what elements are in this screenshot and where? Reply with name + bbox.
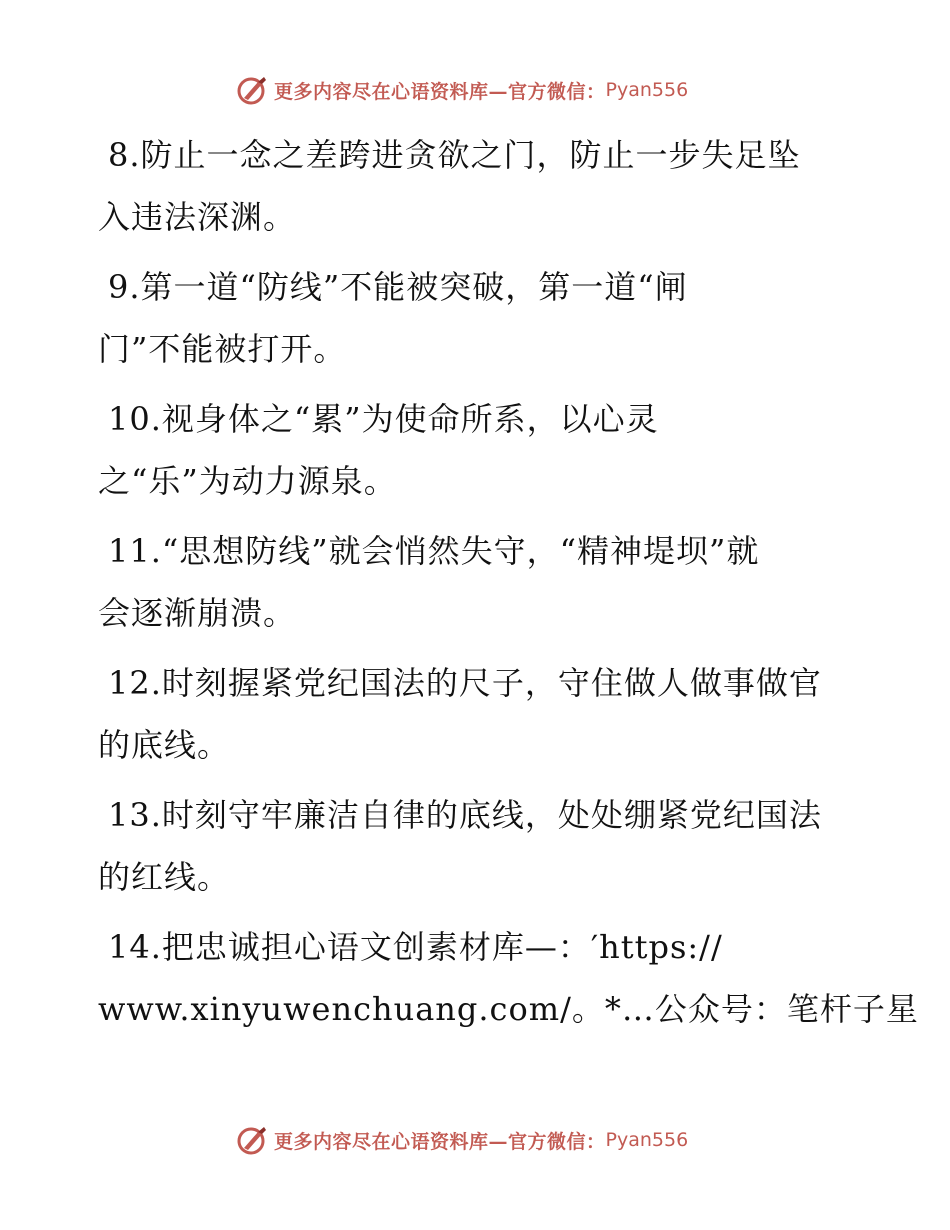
brush-pen-logo-icon xyxy=(236,74,268,106)
item-line: 12.时刻握紧党纪国法的尺子，守住做人做事做官 xyxy=(108,664,822,702)
list-item xyxy=(98,520,858,644)
item-line: 8.防止一念之差跨进贪欲之门，防止一步失足坠 xyxy=(108,136,801,174)
item-line: 10.视身体之“累”为使命所系，以心灵 xyxy=(108,400,659,438)
footer-banner xyxy=(236,1122,756,1158)
banner-wechat-id: Pyan556 xyxy=(605,1129,689,1151)
list-item xyxy=(98,388,858,512)
item-line: 13.时刻守牢廉洁自律的底线，处处绷紧党纪国法 xyxy=(108,796,822,834)
banner-wechat-id: Pyan556 xyxy=(605,79,689,101)
item-line: 会逐渐崩溃。 xyxy=(98,594,297,632)
list-item xyxy=(98,124,858,248)
item-line: 9.第一道“防线”不能被突破，第一道“闸 xyxy=(108,268,688,306)
item-line: 的底线。 xyxy=(98,726,231,764)
document-body xyxy=(98,124,919,1048)
item-line: 的红线。 xyxy=(98,858,231,896)
item-line: 11.“思想防线”就会悄然失守，“精神堤坝”就 xyxy=(108,532,760,570)
banner-text: 更多内容尽在心语资料库—官方微信： xyxy=(274,80,606,103)
list-item xyxy=(98,256,858,380)
list-item xyxy=(98,652,858,776)
list-item xyxy=(98,784,858,908)
brush-pen-logo-icon xyxy=(236,1124,268,1156)
item-line: www.xinyuwenchuang.com/。*…公众号：笔杆子星 xyxy=(98,990,919,1028)
item-line: 门”不能被打开。 xyxy=(98,330,347,368)
banner-text: 更多内容尽在心语资料库—官方微信： xyxy=(274,1130,606,1153)
list-item xyxy=(98,916,919,1040)
item-line: 14.把忠诚担心语文创素材库—：′https:// xyxy=(108,928,723,966)
item-line: 入违法深渊。 xyxy=(98,198,297,236)
item-line: 之“乐”为动力源泉。 xyxy=(98,462,397,500)
header-banner xyxy=(236,72,756,108)
